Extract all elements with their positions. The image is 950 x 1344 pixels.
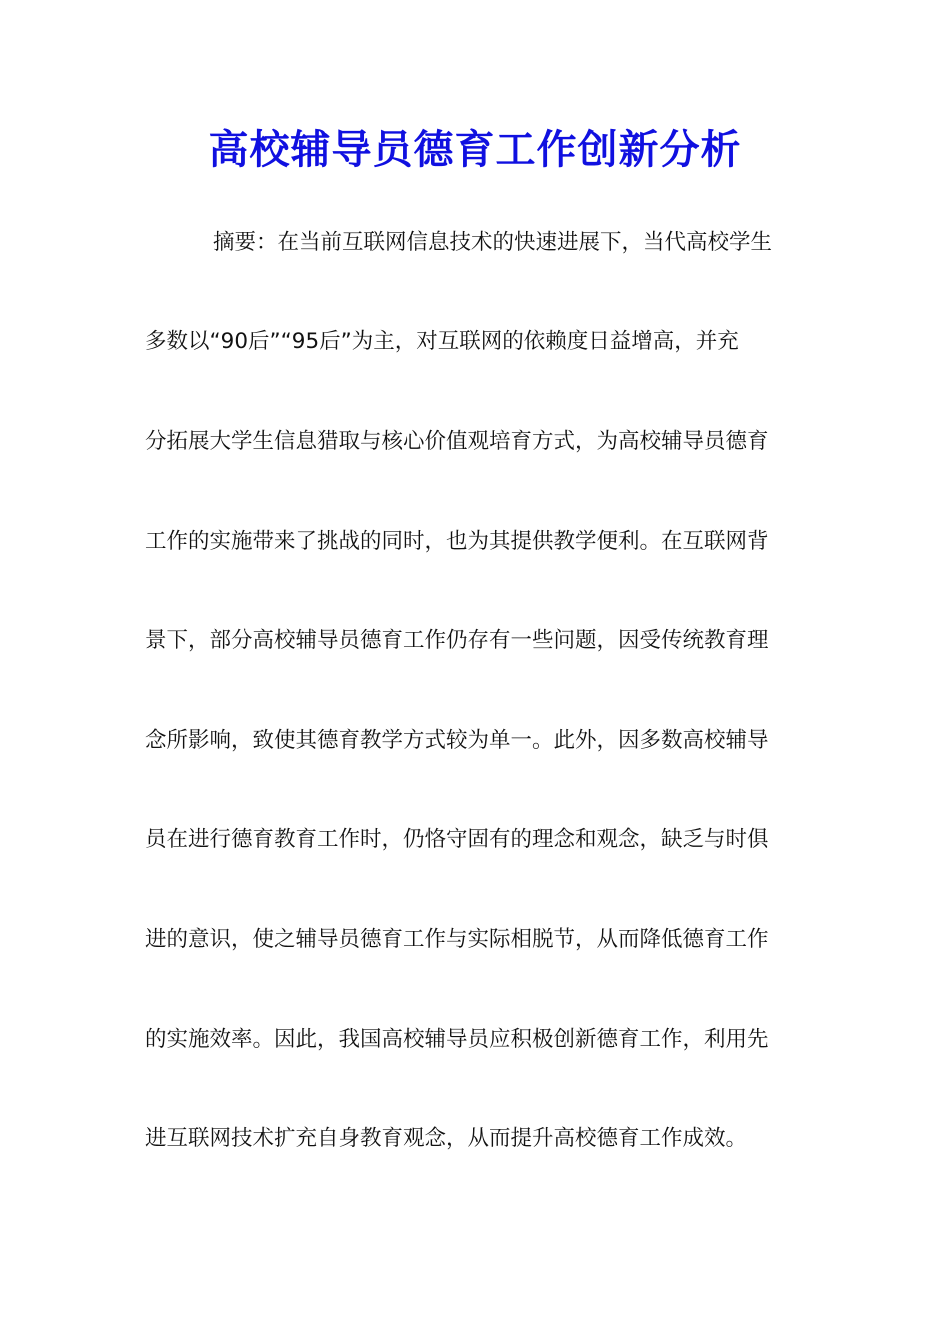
abstract-line-2: 多数以“90后”“95后”为主，对互联网的依赖度日益增高，并充 bbox=[145, 329, 739, 354]
abstract-line-1: 摘要：在当前互联网信息技术的快速进展下，当代高校学生 bbox=[213, 230, 773, 255]
abstract-line-5: 景下，部分高校辅导员德育工作仍存有一些问题，因受传统教育理 bbox=[145, 628, 769, 653]
abstract-line-4: 工作的实施带来了挑战的同时，也为其提供教学便利。在互联网背 bbox=[145, 529, 769, 554]
abstract-line-10: 进互联网技术扩充自身教育观念，从而提升高校德育工作成效。 bbox=[145, 1126, 748, 1151]
abstract-line-8: 进的意识，使之辅导员德育工作与实际相脱节，从而降低德育工作 bbox=[145, 927, 769, 952]
abstract-line-3: 分拓展大学生信息猎取与核心价值观培育方式，为高校辅导员德育 bbox=[145, 429, 769, 454]
abstract-line-9: 的实施效率。因此，我国高校辅导员应积极创新德育工作，利用先 bbox=[145, 1027, 769, 1052]
abstract-line-6: 念所影响，致使其德育教学方式较为单一。此外，因多数高校辅导 bbox=[145, 728, 769, 753]
document-title: 高校辅导员德育工作创新分析 bbox=[208, 126, 742, 173]
abstract-line-7: 员在进行德育教育工作时，仍恪守固有的理念和观念，缺乏与时俱 bbox=[145, 827, 769, 852]
